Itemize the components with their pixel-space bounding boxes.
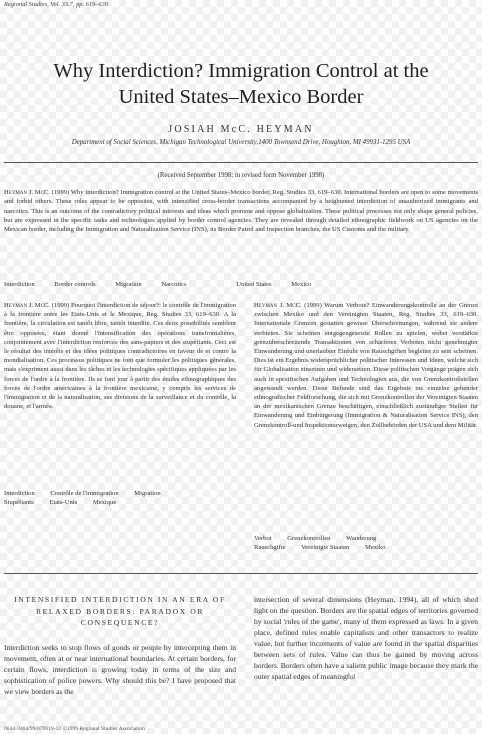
keyword: Verbot [254, 535, 272, 542]
abstract-divider [4, 573, 478, 574]
abstract-fr-text: (1999) Pourquoi l'interdiction de séjour?: le contrôle de l'immigration à la frontière entre les Etats-Unis et le Mexique, Reg. Studies 33, 619–630. A la frontière, la circulation est tantôt libre, tantôt interdite. Ces deux possibilités semblent être opposées, étant donné l'intensification des opérations transfrontalières, conjointement avec l'interdiction renforcée des sans-papiers et des stupéfiants. Ceci est le résultat des intérêts et des idées politiques contradictoires en faveur de et contre la mondialisation. Ces processus politiques ne font que formuler les politiques générales, mais s'expriment aussi dans les tâches et les technologies spécifiques appliquées par les forces de l'ordre à la frontière. Ils se font jour à partir des études ethnographiques des forces de l'ordre américaines à la frontière mexicaine, y compris les services de l'immigration et de la naturalisation, ses divisions de la surveillance et du contrôle, la douane, et l'armée. [4, 302, 237, 411]
keywords-german [254, 534, 478, 552]
keyword: United States [236, 281, 272, 288]
keyword: Mexico [291, 281, 312, 288]
keywords-french [4, 489, 236, 507]
title-line-2: United States–Mexico Border [118, 86, 364, 108]
article-title [0, 58, 482, 110]
received-dates: (Received September 1998; in revised form November 1998) [157, 172, 325, 179]
section-heading: INTENSIFIED INTERDICTION IN AN ERA OF RELAXED BORDERS: PARADOX OR CONSEQUENCE? [14, 595, 226, 627]
abstract-en-author: Heyman J. McC. [4, 189, 50, 196]
keyword: Vereinigte Staaten [301, 544, 350, 552]
keyword: Rauschgifte [254, 544, 286, 552]
keyword: Narcotics [161, 281, 187, 288]
abstract-en-text: (1999) Why interdiction? Immigration control at the United States–Mexico border, Reg. Studies 33, 619–630. International borders are open to some movements and forbid others. These roles appear to be opposites, with intensified cross-border transactions accompanied by a heightened interdiction of unauthorized immigrants and narcotics. This is an outcome of the contradictory political interests and ideas which promote and oppose globalization. These political processes not only shape general policies, but are expressed in the specific tasks and technologies applied by border control agencies. They are revealed through detailed ethnographic fieldwork on US agencies on the Mexican border, including the Immigration and Naturalization Service (INS), its Border Patrol and Inspection branches, the US Customs and the military. [4, 189, 478, 234]
running-head: Regional Studies, Vol. 33.7, pp. 619–630 [4, 1, 109, 8]
abstract-english [4, 188, 478, 234]
abstract-french [4, 301, 236, 411]
author-name: JOSIAH McC. HEYMAN [168, 124, 314, 135]
body-column-left: Interdiction seeks to stop flows of goods or people by intercepting them in movement, often at or near international boundaries. At certain borders, for certain flows, interdiction is growing today in terms of the size and sophistication of police powers. Why should this be? I have proposed that we view borders as the [4, 643, 236, 696]
abstract-fr-author: Heyman J. McC. [4, 302, 51, 309]
abstract-de-author: Heyman J. McC. [254, 302, 302, 309]
title-line-1: Why Interdiction? Immigration Control at the [53, 60, 429, 82]
keyword: Migration [134, 490, 161, 497]
keyword: Interdiction [4, 490, 35, 497]
keyword: Mexiko [364, 544, 386, 552]
footer-copyright: 0034-3404/99/070619-12 ©1999 Regional Studies Association [4, 726, 145, 732]
keyword: Migration [115, 281, 142, 288]
keywords-english [4, 281, 329, 288]
body-column-right: intersection of several dimensions (Heyman, 1994), all of which shed light on the question. Borders are the spatial edges of territories governed by social 'rules of the game', many of them expressed as laws. In a given place, defined rules enable capitalists and other transactors to realize value, but further increments of value are found in the spatial disparities between sets of rules. Value can thus be gained by moving across borders. Borders often have a salient public image because they mark the outer spatial edges of meaningful [254, 595, 478, 681]
keyword: Wanderung [346, 535, 377, 542]
abstract-german [254, 301, 478, 430]
keyword: Interdiction [4, 281, 35, 288]
keyword: Grenzkontrollen [287, 535, 331, 542]
keyword: Contrôle de l'immigration [50, 490, 119, 497]
author-affiliation: Department of Social Sciences, Michigan Technological University,1400 Townsend Drive, Houghton, MI 49931-1295 USA [71, 139, 411, 146]
keyword: Border controls [54, 281, 96, 288]
keyword: Mexique [92, 499, 117, 507]
top-divider [4, 162, 478, 163]
keyword: Etats-Unis [49, 499, 78, 507]
abstract-de-text: (1999) Warum Verbote? Einwanderungskontrolle an der Grenze zwischen Mexiko und den Vereinigten Staaten, Reg. Studies 33, 619–630. Internationale Grenzen gestatten gewisse Überschreitungen, während sie andere verbieten. Sie scheinen entgegengesetzte Rollen zu spielen, wobei verstärkte grenzüberschreitende Transaktionen von schärferen Verboten nicht genehmigter Einwanderung und unerlaubter Einfuhr von Rauschgiften begleitet zu sein scheinen. Dies ist ein Ergebnis widersprüchlicher politischer Interessen und Ideen, welche sich für Globalisation einsetzen und widersetzen. Diese politischen Vorgänge prägen sich auch in spezifischen Aufgaben und Technologien aus, die von Grenzkontrollstellen angewandt werden. Diese Befunde sind das Ergebnis ins einzelne gehender ethnografischer Feldforschung, die sich mit Grenzkontrollen der Vereinigten Staaten an der mexikanischen Grenze beschäftigen, einschließlich zuständiger Stellen für Einwanderung und Einbürgerung (Immigration & Naturalisation Service INS), den Grenzkontroll-und Inspektionszweigen, den Zollbehörden der USA und dem Militär. [254, 302, 478, 429]
keyword: Stupéfiants [4, 499, 34, 507]
